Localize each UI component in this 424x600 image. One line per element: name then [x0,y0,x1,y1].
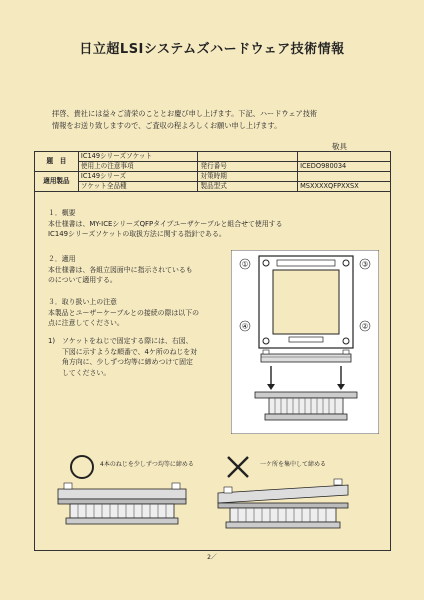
board-side [255,392,357,398]
greeting-paragraph [52,108,372,132]
handling-heading: ３．取り扱い上の注意 [48,298,117,306]
scope-line-1: 本仕様書は、各組立図面中に指示されているも [48,265,193,274]
section-handling [48,297,248,329]
product-line-1: IC149シリーズ [78,172,198,182]
note-line-4: してください。 [62,368,111,377]
tightening-comparison [48,453,360,545]
ok-circle-icon [71,456,93,478]
section-overview [48,208,283,240]
order-label-2: ② [361,322,369,331]
header-table [34,151,391,192]
section-screw-note [48,336,230,378]
greeting-line-2: 情報をお送り致しますので、ご査収の程よろしくお願い申し上げます。 [52,121,282,130]
period-label: 対策時期 [198,172,298,182]
model-value: MSXXXXQFPXXSX [298,182,391,192]
socket-window [273,270,339,334]
period-value [298,172,391,182]
ok-screw-left [64,483,72,489]
ng-socket-top [218,485,348,503]
screw-hole-3 [343,260,349,266]
subject-line-1: IC149シリーズソケット [78,152,198,162]
issue-no-value: ICEDO980034 [298,162,391,172]
ok-caption: 4本のねじを少しずつ均等に締める [100,461,194,468]
scope-heading: ２．適用 [48,255,76,263]
order-label-1: ① [241,260,249,269]
document-title: 日立超LSIシステムズハードウェア技術情報 [79,42,345,57]
ng-screw-left [224,487,232,493]
ng-caption: 一ケ所を集中して締める [260,461,327,468]
note-line-3: 角方向に、少しずつ均等に締めつけて固定 [62,358,193,367]
note-line-2: 下図に示すような順番で、4ケ所のねじを対 [62,347,198,356]
closing-keigu: 敬具 [332,142,347,151]
overview-line-2: IC149シリーズソケットの取扱方法に関する指針である。 [48,230,226,239]
overview-heading: １．概要 [48,209,76,217]
handling-line-1: 本製品とユーザーケーブルとの接続の際は以下の [48,308,199,317]
subject-label: 題 目 [35,152,79,172]
subject-line-2: 使用上の注意事項 [78,162,198,172]
issue-no-label: 発行番号 [198,162,298,172]
ok-socket-top [58,489,186,499]
connector-side [269,398,343,414]
section-scope [48,254,248,286]
note-line-1: ソケットをねじで固定する際には、右図、 [62,337,193,345]
handling-line-2: 点に注意してください。 [48,319,124,328]
scope-line-2: のについて適用する。 [48,276,117,285]
page-number: 2／ [207,554,217,561]
ng-screw-right [334,479,342,485]
screw-hole-4 [263,338,269,344]
note-number: 1) [48,337,56,345]
ok-screw-right [172,483,180,489]
top-slot [277,260,335,266]
socket-side-top [261,354,351,362]
order-label-4: ④ [241,322,249,331]
greeting-line-1: 拝啓、貴社には益々ご清栄のこととお慶び申し上げます。下記、ハードウェア技術 [52,109,318,118]
bottom-slot [289,337,323,342]
overview-line-1: 本仕様書は、MY-ICEシリーズQFPタイプユーザケーブルと組合せて使用する [48,219,283,228]
screw-hole-2 [343,338,349,344]
socket-figure [231,250,379,434]
order-label-3: ③ [361,260,369,269]
screw-hole-1 [263,260,269,266]
product-line-2: ソケット全品種 [78,182,198,192]
product-label: 適用製品 [35,172,79,192]
model-label: 製品型式 [198,182,298,192]
